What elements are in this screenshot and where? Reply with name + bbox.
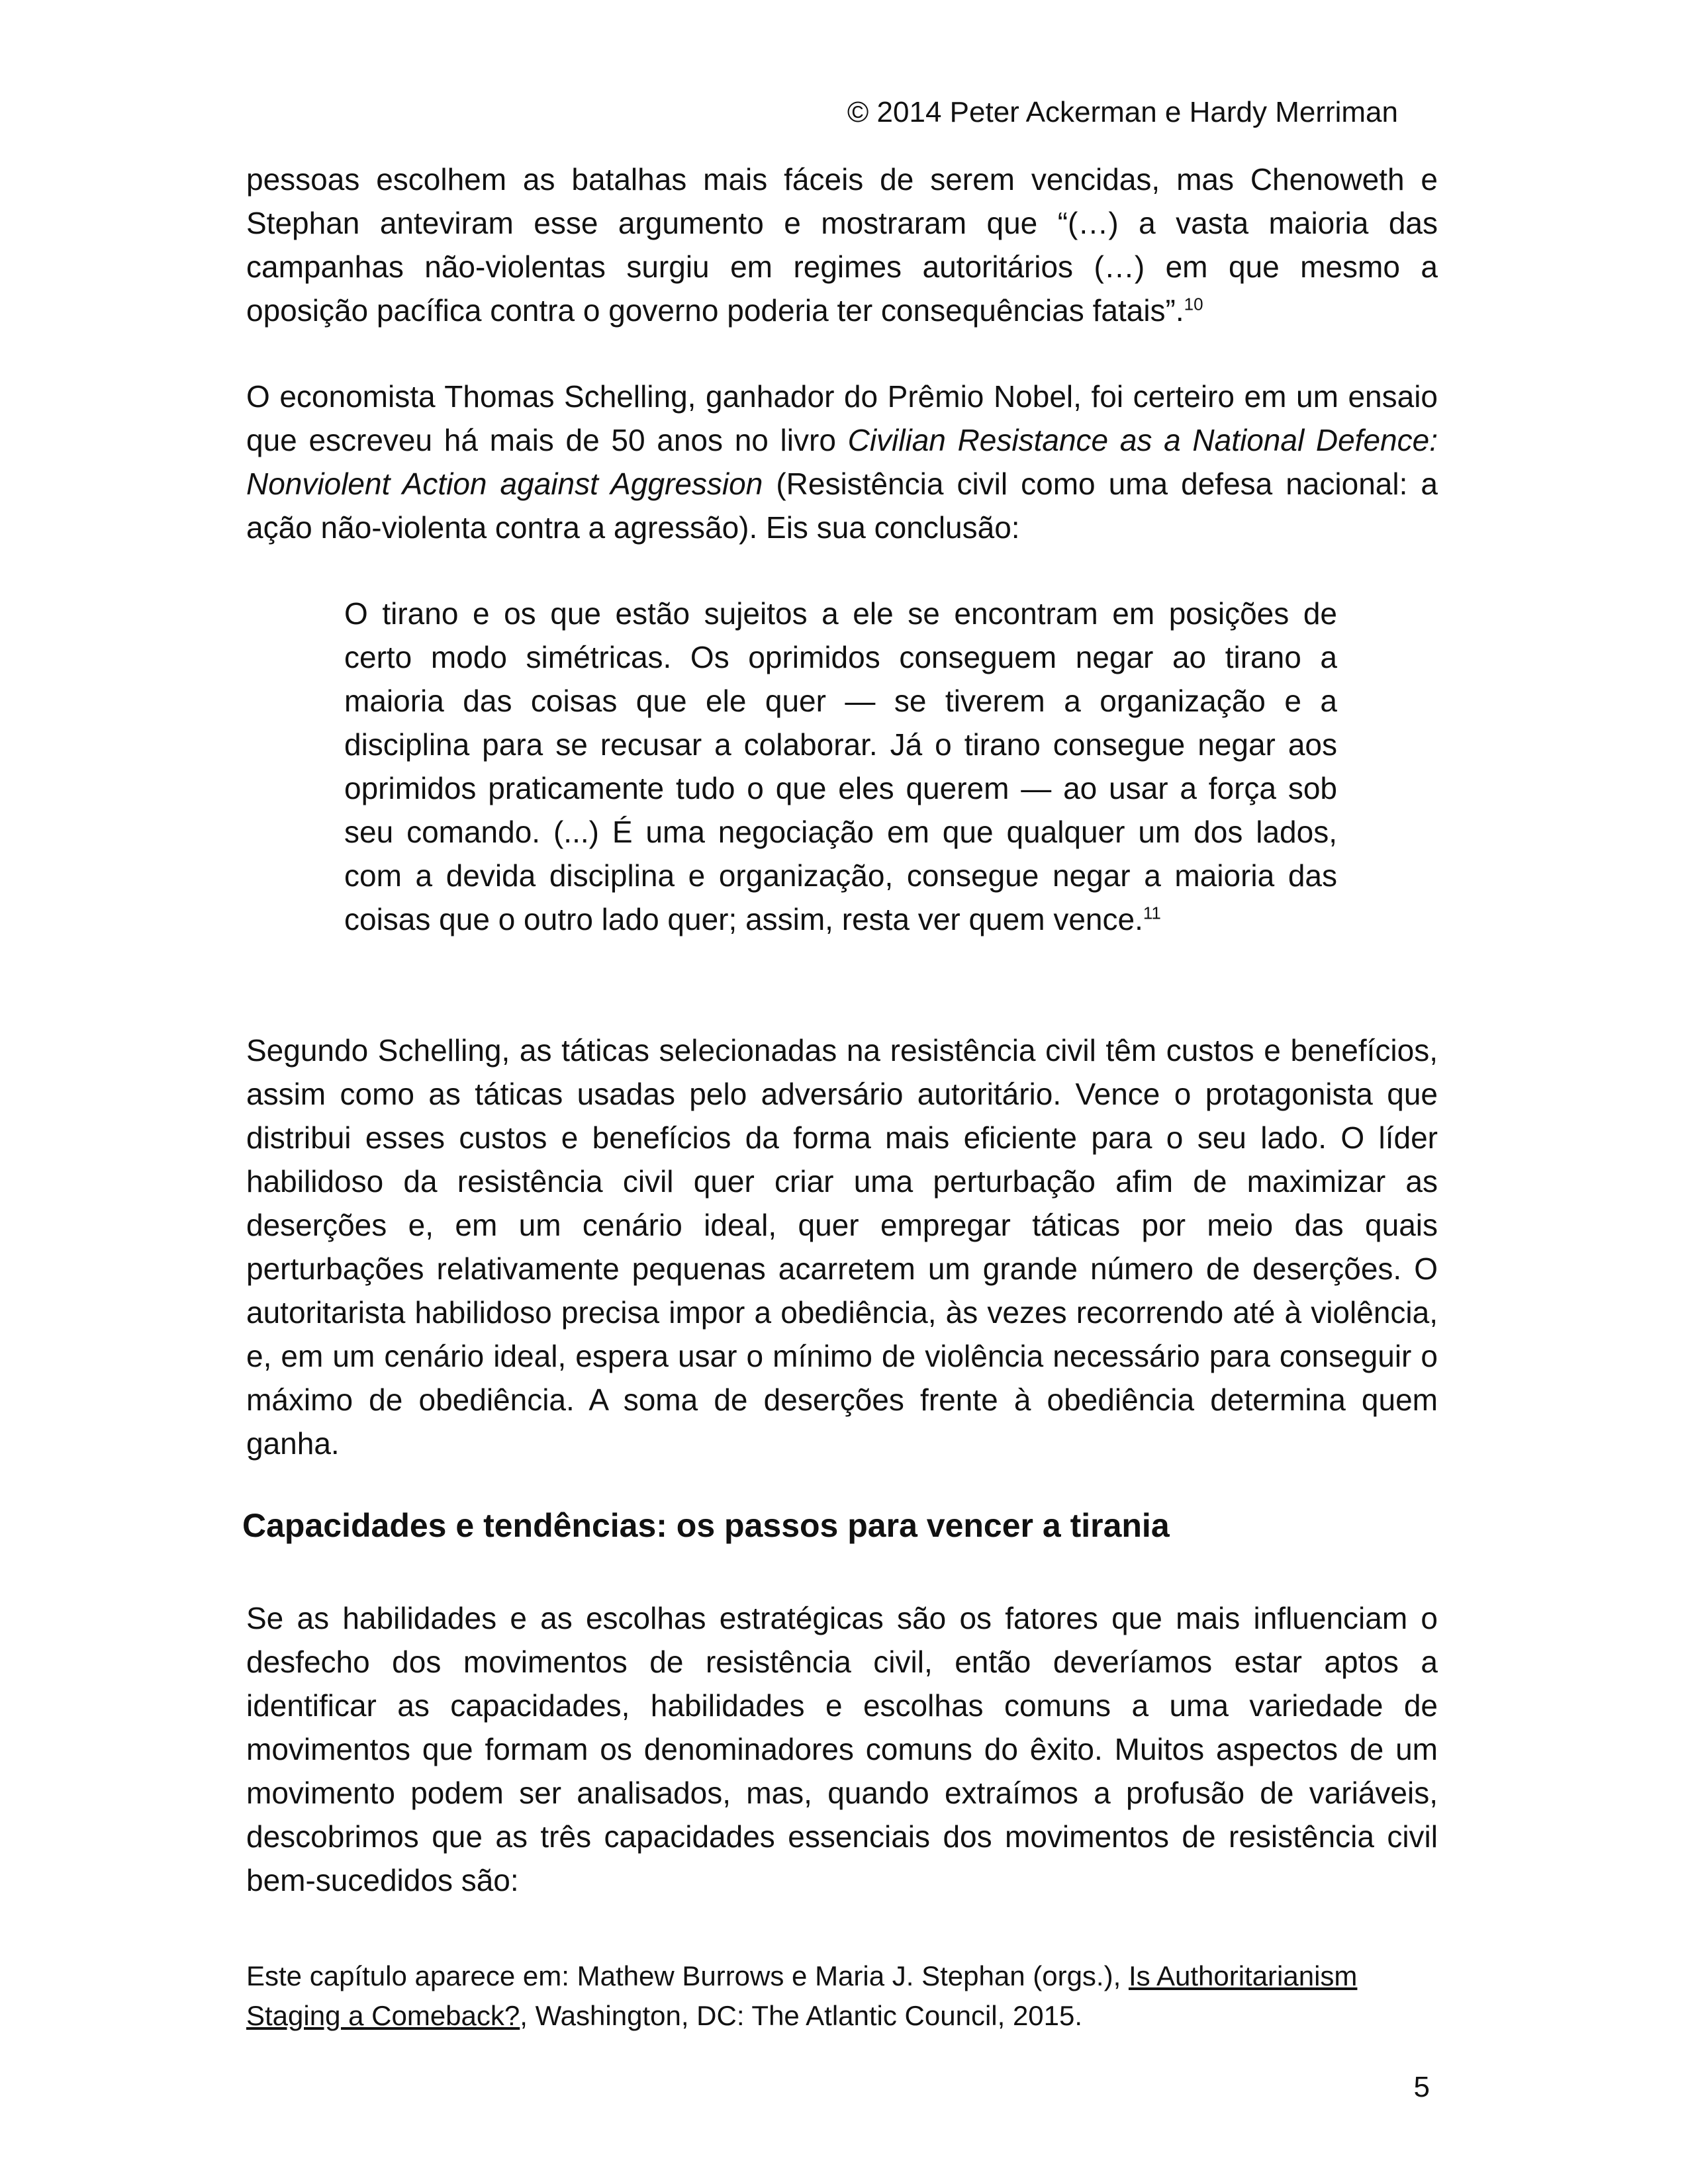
footnote-ref-10[interactable]: 10 [1184, 294, 1203, 314]
paragraph-3: Segundo Schelling, as táticas selecionadas na resistência civil têm custos e benefícios, assim como as táticas usadas pelo adversário autoritário. Vence o protagonista que distribui esses custos e benefícios da forma mais eficiente para o seu lado. O líder habilidoso da resistência civil quer criar uma perturbação afim de maximizar as deserções e, em um cenário ideal, quer empregar táticas por meio das quais perturbações relativamente pequenas acarretem um grande número de deserções. O autoritarista habilidoso precisa impor a obediência, às vezes recorrendo até à violência, e, em um cenário ideal, espera usar o mínimo de violência necessário para conseguir o máximo de obediência. A soma de deserções frente à obediência determina quem ganha. [246, 1033, 1438, 1461]
paragraph-2 [246, 375, 1438, 549]
source-link[interactable]: Is Authoritarianism Staging a Comeback? [246, 1960, 1358, 2031]
source-note-prefix: Este capítulo aparece em: Mathew Burrows e Maria J. Stephan (orgs.), [246, 1960, 1129, 1991]
paragraph-1-text: pessoas escolhem as batalhas mais fáceis de serem vencidas, mas Chenoweth e Stephan anteviram esse argumento e mostraram que “(…) a vasta maioria das campanhas não-violentas surgiu em regimes autoritários (…) em que mesmo a oposição pacífica contra o governo poderia ter consequências fatais”. [246, 162, 1438, 328]
paragraph-2-text-after: (Resistência civil como uma defesa nacional: a ação não-violenta contra a agressão). Eis sua conclusão: [246, 467, 1438, 545]
blockquote [344, 592, 1337, 941]
page-number: 5 [1413, 2071, 1430, 2103]
source-note [246, 1956, 1438, 2036]
paragraph-4: Se as habilidades e as escolhas estratégicas são os fatores que mais influenciam o desfecho dos movimentos de resistência civil, então deveríamos estar aptos a identificar as capacidades, habilidades e escolhas comuns a uma variedade de movimentos que formam os denominadores comuns do êxito. Muitos aspectos de um movimento podem ser analisados, mas, quando extraímos a profusão de variáveis, descobrimos que as três capacidades essenciais dos movimentos de resistência civil bem-sucedidos são: [246, 1601, 1438, 1897]
footnote-ref-11[interactable]: 11 [1143, 903, 1161, 923]
source-note-suffix: , Washington, DC: The Atlantic Council, 2015. [520, 2000, 1083, 2031]
blockquote-text: O tirano e os que estão sujeitos a ele se encontram em posições de certo modo simétricas. Os oprimidos conseguem negar ao tirano a maioria das coisas que ele quer — se tiverem a organização e a disciplina para se recusar a colaborar. Já o tirano consegue negar aos oprimidos praticamente tudo o que eles querem — ao usar a força sob seu comando. (...) É uma negociação em que qualquer um dos lados, com a devida disciplina e organização, consegue negar a maioria das coisas que o outro lado quer; assim, resta ver quem vence. [344, 596, 1337, 936]
paragraph-1 [246, 158, 1438, 332]
copyright-header: © 2014 Peter Ackerman e Hardy Merriman [847, 96, 1398, 128]
book-title: Civilian Resistance as a National Defence: Nonviolent Action against Aggression [246, 423, 1438, 501]
section-heading: Capacidades e tendências: os passos para vencer a tirania [242, 1507, 1170, 1544]
paragraph-2-text-before: O economista Thomas Schelling, ganhador do Prêmio Nobel, foi certeiro em um ensaio que escreveu há mais de 50 anos no livro [246, 379, 1438, 457]
